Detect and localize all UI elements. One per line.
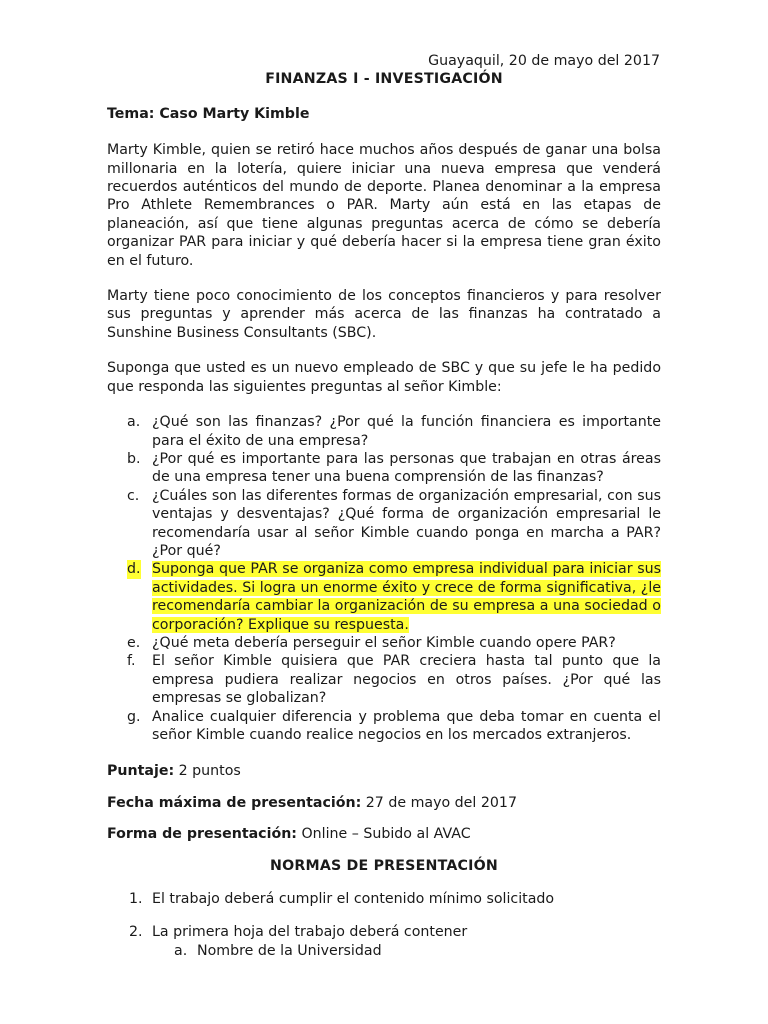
score-row bbox=[107, 762, 661, 780]
question-item bbox=[107, 413, 661, 450]
norm-text: El trabajo deberá cumplir el contenido mínimo solicitado bbox=[152, 891, 555, 908]
question-item bbox=[107, 634, 661, 652]
submission-row bbox=[107, 825, 661, 843]
question-item bbox=[107, 450, 661, 487]
question-marker: f. bbox=[127, 653, 136, 670]
norm-text: La primera hoja del trabajo deberá contener bbox=[152, 924, 468, 941]
highlighted-question-text: Suponga que PAR se organiza como empresa individual para iniciar sus actividades. Si logra un enorme éxito y crece de forma significativa, ¿le recomendaría cambiar la organización de su empresa a una sociedad o corporación? Explique su respuesta. bbox=[152, 561, 661, 633]
question-item bbox=[107, 652, 661, 707]
score-label: Puntaje: bbox=[107, 763, 175, 780]
question-item bbox=[107, 708, 661, 745]
question-text: El señor Kimble quisiera que PAR creciera hasta tal punto que la empresa pudiera realizar negocios en otros países. ¿Por qué las empresas se globalizan? bbox=[152, 653, 661, 707]
question-marker: b. bbox=[127, 450, 141, 467]
norm-sub-list bbox=[152, 942, 661, 960]
submission-label: Forma de presentación: bbox=[107, 826, 297, 843]
norm-item bbox=[107, 890, 661, 908]
context-paragraph: Marty tiene poco conocimiento de los conceptos financieros y para resolver sus preguntas y aprender más acerca de las finanzas ha contratado a Sunshine Business Consultants (SBC). bbox=[107, 288, 661, 341]
norm-sub-text: Nombre de la Universidad bbox=[197, 942, 382, 959]
norm-marker: 2. bbox=[129, 924, 143, 941]
question-marker: g. bbox=[127, 708, 141, 725]
task-paragraph: Suponga que usted es un nuevo empleado de SBC y que su jefe le ha pedido que responda las siguientes preguntas al señor Kimble: bbox=[107, 360, 661, 395]
submission-value: Online – Subido al AVAC bbox=[301, 826, 471, 843]
question-text: Analice cualquier diferencia y problema que deba tomar en cuenta el señor Kimble cuando realice negocios en los mercados extranjeros. bbox=[152, 708, 661, 743]
norm-marker: 1. bbox=[129, 891, 143, 908]
question-marker: c. bbox=[127, 487, 140, 504]
questions-list bbox=[107, 413, 661, 744]
norm-item bbox=[107, 923, 661, 960]
intro-paragraph: Marty Kimble, quien se retiró hace muchos años después de ganar una bolsa millonaria en la lotería, quiere iniciar una nueva empresa que venderá recuerdos auténticos del mundo de deporte. Planea denominar a la empresa Pro Athlete Remembrances o PAR. Marty aún está en las etapas de planeación, así que tiene algunas preguntas acerca de cómo se debería organizar PAR para iniciar y qué debería hacer si la empresa tiene gran éxito en el futuro. bbox=[107, 142, 661, 269]
norm-sub-marker: a. bbox=[174, 942, 188, 959]
norm-sub-item bbox=[152, 942, 661, 960]
norms-list bbox=[107, 890, 661, 960]
document-title: FINANZAS I - INVESTIGACIÓN bbox=[265, 71, 503, 88]
question-text: ¿Qué meta debería perseguir el señor Kimble cuando opere PAR? bbox=[152, 634, 616, 651]
deadline-label: Fecha máxima de presentación: bbox=[107, 794, 362, 811]
question-marker: e. bbox=[127, 634, 141, 651]
deadline-value: 27 de mayo del 2017 bbox=[365, 794, 517, 811]
score-value: 2 puntos bbox=[178, 763, 241, 780]
question-item bbox=[107, 487, 661, 561]
question-text: ¿Cuáles son las diferentes formas de organización empresarial, con sus ventajas y desventajas? ¿Qué forma de organización empresarial le recomendaría usar al señor Kimble cuando ponga en marcha a PAR? ¿Por qué? bbox=[152, 487, 661, 559]
topic-heading: Tema: Caso Marty Kimble bbox=[107, 105, 310, 122]
question-marker: d. bbox=[127, 561, 141, 578]
question-text: ¿Qué son las finanzas? ¿Por qué la función financiera es importante para el éxito de una empresa? bbox=[152, 414, 661, 449]
date-line: Guayaquil, 20 de mayo del 2017 bbox=[428, 53, 660, 69]
question-item-highlighted bbox=[107, 560, 661, 634]
question-text: ¿Por qué es importante para las personas que trabajan en otras áreas de una empresa tener una buena comprensión de las finanzas? bbox=[152, 450, 661, 486]
question-marker: a. bbox=[127, 414, 141, 431]
norms-title: NORMAS DE PRESENTACIÓN bbox=[270, 857, 498, 874]
deadline-row bbox=[107, 794, 661, 812]
